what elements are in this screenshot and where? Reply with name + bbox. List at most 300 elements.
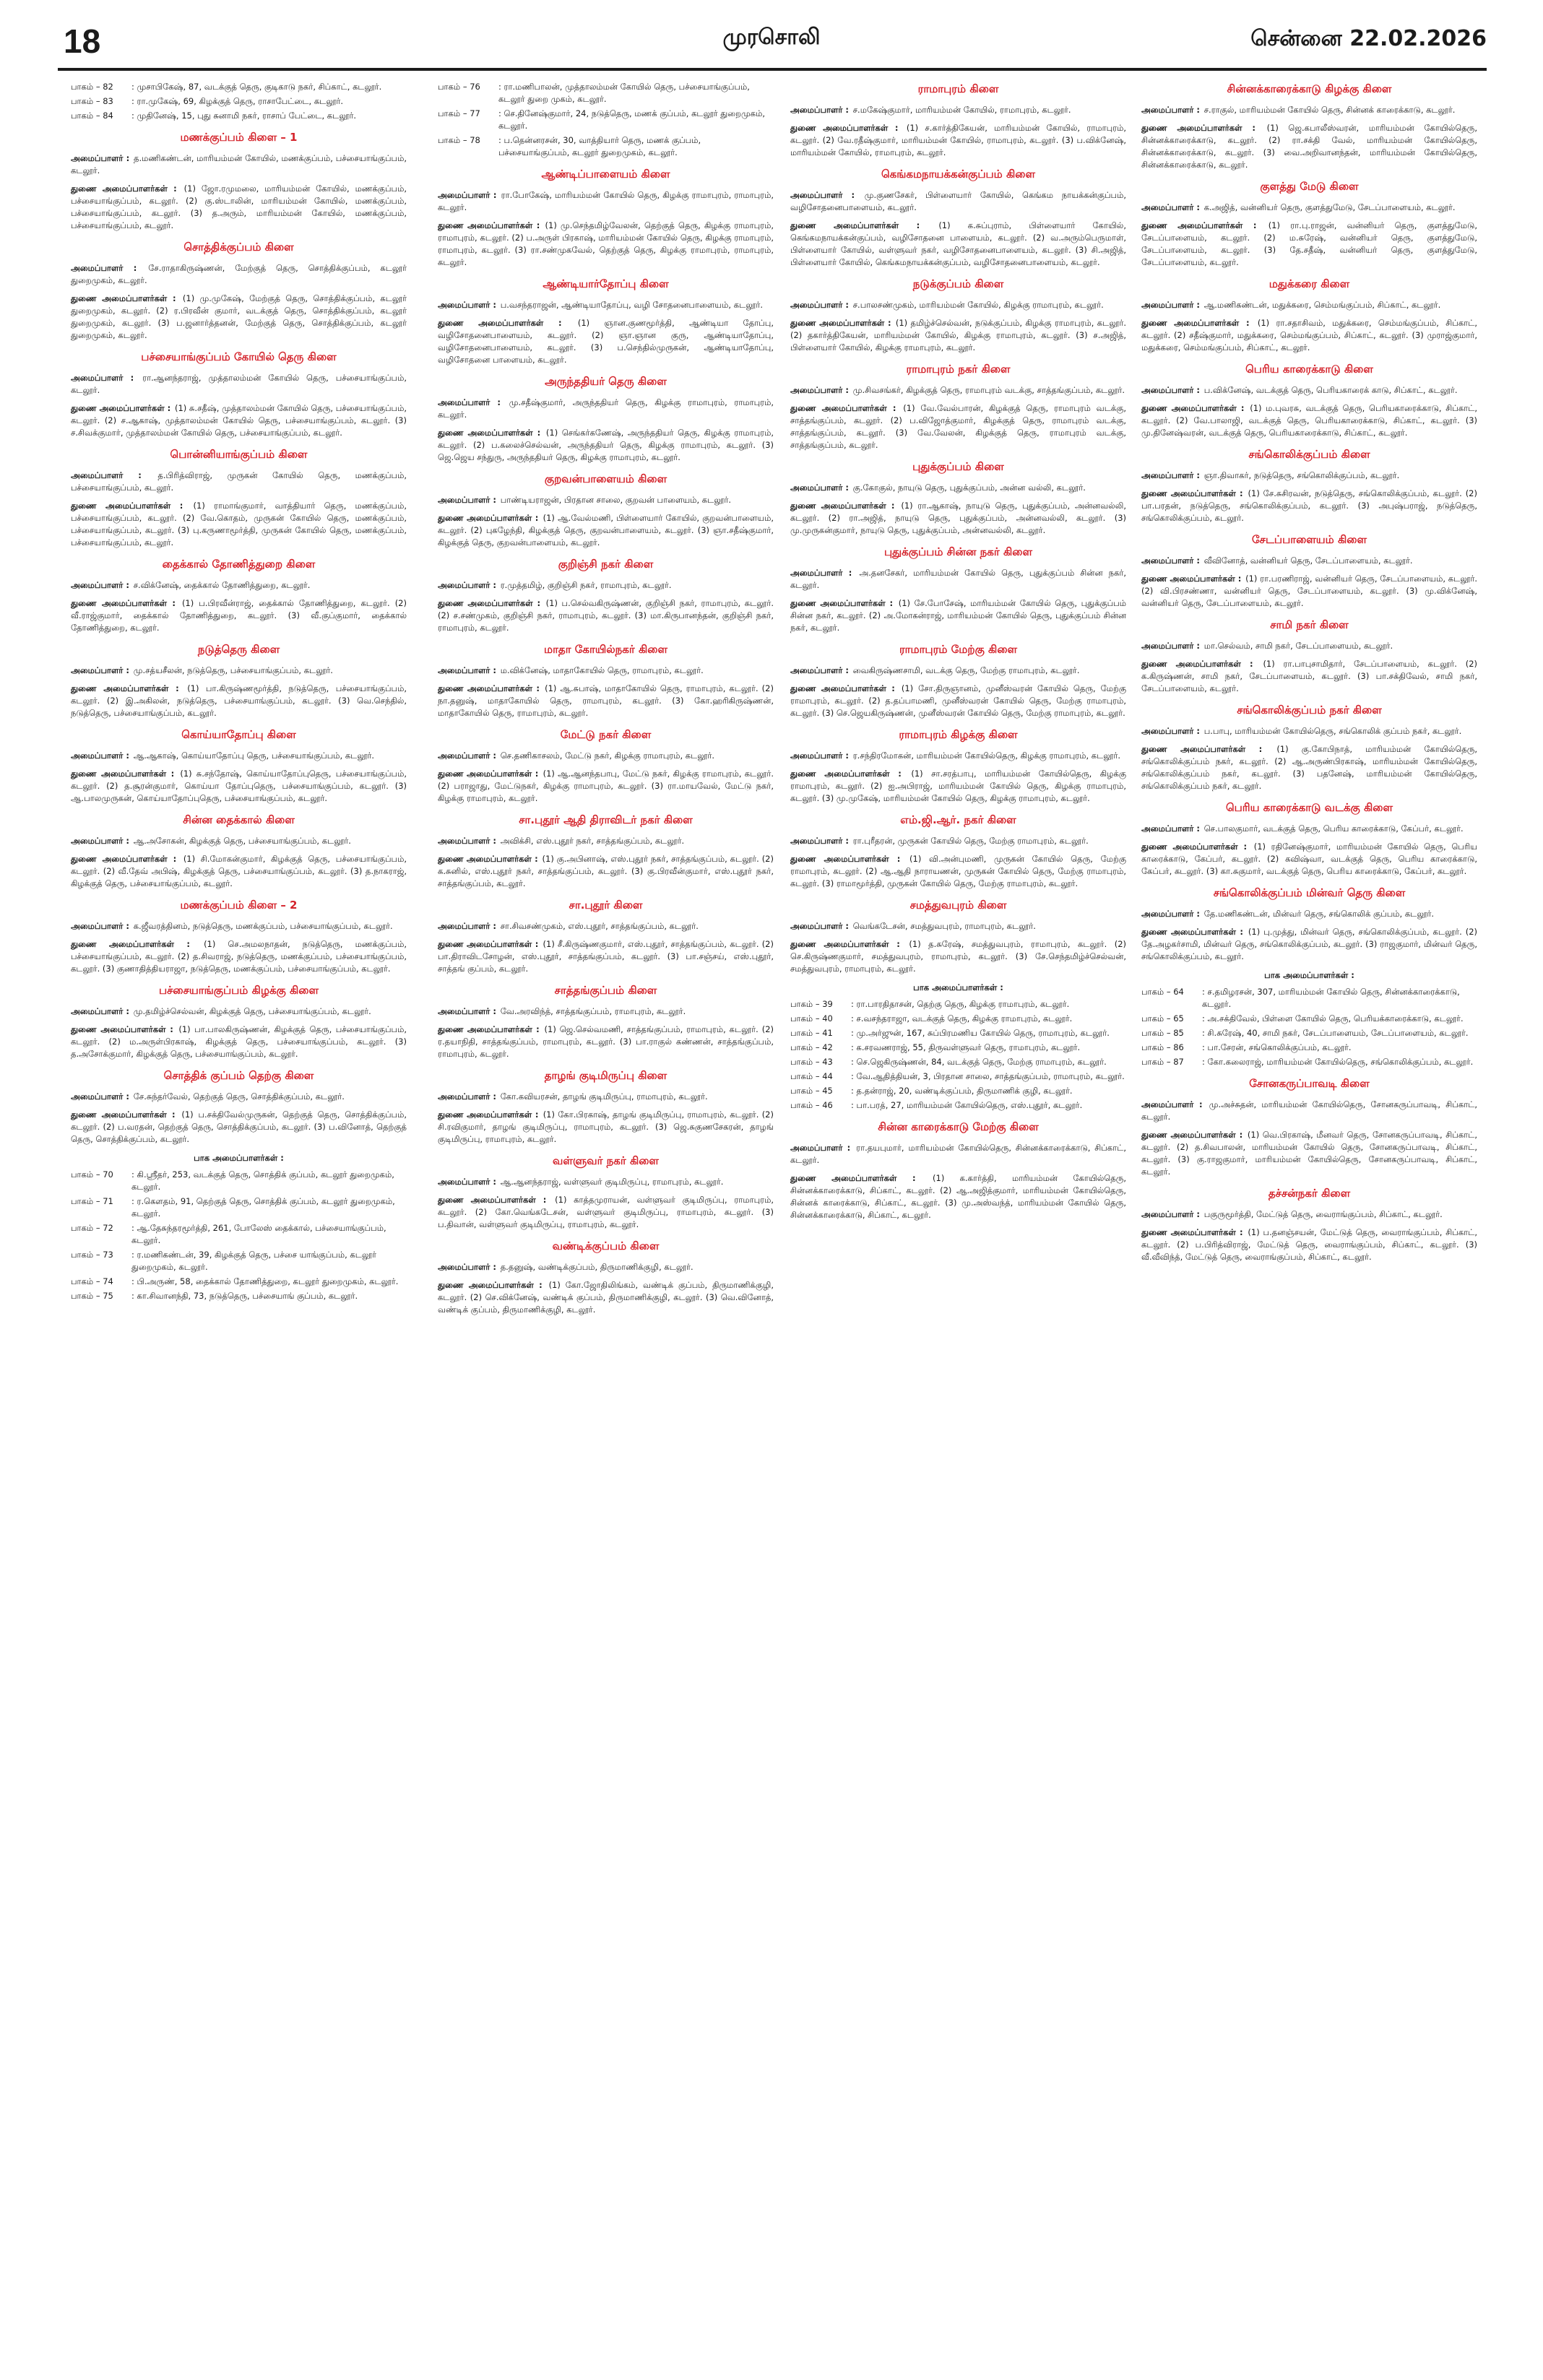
leader-entry [438,665,774,677]
page-number: 18 [64,22,101,60]
leader-label: அமைப்பாளர் : [71,836,130,846]
deputies-text: (1) காத்தமுராயன், வள்ளுவர் குடிமிருப்பு, ராமாபுரம், கடலூர். (2) கோ.வெங்கடேசன், வள்ளுவர் குடிமிருப்பு, ராமாபுரம், கடலூர். (3) ப.திவான், வள்ளுவர் குடிமிருப்பு, ராமாபுரம், கடலூர். [438,1195,774,1229]
leader-label: அமைப்பாளர் : [71,373,134,383]
leader-entry [71,665,407,677]
deputies-text: (1) சே.போசேஷ், மாரியம்மன் கோயில் தெரு, புதுக்குப்பம் சின்ன நகர், கடலூர். (2) அ.மோகன்ராஜ், மாரியம்மன் கோயில் தெரு, புதுக்குப்பம் சின்ன நகர், கடலூர். [790,598,1126,633]
leader-entry [1141,1099,1477,1123]
booth-detail: : ர.மணிகண்டன், 39, கிழக்குத் தெரு, பச்சை யாங்குப்பம், கடலூர் துறைமுகம், கடலூர். [131,1250,376,1272]
leader-label: அமைப்பாளர் : [790,921,850,931]
section-subheading: பாக அமைப்பாளர்கள் : [194,1153,284,1163]
leader-text: அவிக்சி, எஸ்.புதூர் நகர், சாத்தங்குப்பம், கடலூர். [500,836,685,846]
booth-number: பாகம் – 41 [790,1028,833,1038]
leader-entry [438,1261,774,1273]
leader-entry [71,835,407,847]
leader-text: க.ஜீவரத்தினம், நடுத்தெரு, மணக்குப்பம், பச்சையாங்குப்பம், கடலூர். [133,921,393,931]
booth-detail: : மு.அர்ஜுன், 167, சுப்பிரமணிய கோயில் தெரு, ராமாபுரம், கடலூர். [851,1028,1110,1038]
branch-title: பச்சையாங்குப்பம் கோயில் தெரு கிளை [141,350,337,363]
branch-title: மணக்குப்பம் கிளை – 2 [180,899,298,912]
branch-title: சொத்திக் குப்பம் தெற்கு கிளை [163,1069,314,1082]
deputies-entry [438,220,774,269]
column-2 [438,81,774,2363]
leader-entry [438,299,774,311]
deputies-entry [1141,926,1477,963]
booth-detail: : த.தன்ராஜ், 20, வண்டிக்குப்பம், திருமாணிக் குழி, கடலூர். [851,1086,1073,1096]
leader-label: அமைப்பாளர் : [790,568,852,578]
leader-text: ர.சந்திரமோகன், மாரியம்மன் கோயில்தெரு, கிழக்கு ராமாபுரம், கடலூர். [852,750,1121,761]
leader-label: அமைப்பாளர் : [438,1006,497,1016]
deputies-label: துணை அமைப்பாளர்கள் : [438,1109,539,1120]
deputies-label: துணை அமைப்பாளர்கள் : [790,939,900,949]
deputies-entry [1141,658,1477,695]
deputies-text: (1) சி.மோகன்குமார், கிழக்குத் தெரு, பச்சையாங்குப்பம், கடலூர். (2) வீ.தேவ் அபிஷ், கிழக்குத் தெரு, பச்சையாங்குப்பம், கடலூர். (3) த.நாகராஜ், கிழக்குத் தெரு, பச்சையாங்குப்பம், கடலூர். [71,854,407,888]
leader-label: அமைப்பாளர் : [1141,202,1201,212]
leader-entry [438,1005,774,1018]
branch-title: சங்கொலிக்குப்பம் நகர் கிளை [1237,704,1382,717]
deputies-entry [71,402,407,439]
deputies-entry [438,853,774,890]
leader-entry [1141,469,1477,482]
leader-entry [71,469,407,494]
deputies-label: துணை அமைப்பாளர்கள் : [438,683,540,693]
deputies-entry [790,122,1126,159]
booth-detail: : ச.வசந்தராஜா, வடக்குத் தெரு, கிழக்கு ராமாபுரம், கடலூர். [851,1013,1073,1024]
leader-entry [1141,908,1477,920]
deputies-text: (1) செ.அமலநாதன், நடுத்தெரு, மணக்குப்பம், பச்சையாங்குப்பம், கடலூர். (2) த.சிவராஜ், நடுத்தெரு, மணக்குப்பம், பச்சையாங்குப்பம், கடலூர். (3) குணாதித்தியராஜா, நடுத்தெரு, மணக்குப்பம், பச்சையாங்குப்பம், கடலூர். [71,939,407,974]
booth-item [790,1056,1126,1068]
branch-title: புதுக்குப்பம் சின்ன நகர் கிளை [884,545,1032,558]
deputies-label: துணை அமைப்பாளர்கள் : [1141,1227,1243,1237]
deputies-entry [71,938,407,975]
leader-entry [71,920,407,932]
deputies-text: (1) ரா.ஆகாஷ், நாயுடு தெரு, புதுக்குப்பம், அன்னவல்லி, கடலூர். (2) ரா.அஜித், நாயுடு தெரு, புதுக்குப்பம், அன்னவல்லி, கடலூர். (3) மு.முருகன்குமார், நாயுடு தெரு, புதுக்குப்பம், அன்னவல்லி, கடலூர். [790,501,1126,535]
booth-item [438,81,774,105]
leader-label: அமைப்பாளர் : [71,470,142,480]
deputies-label: துணை அமைப்பாளர்கள் : [438,1195,547,1205]
deputies-label: துணை அமைப்பாளர்கள் : [790,318,891,328]
booth-detail: : முசாபிகேஷ், 87, வடக்குத் தெரு, குடிகாடு நகர், சிப்காட், கடலூர். [131,82,382,92]
deputies-text: (1) தமிழ்ச்செல்வன், நடுக்குப்பம், கிழக்கு ராமாபுரம், கடலூர். (2) தகார்த்திகேயன், மாரியம்மன் கோயில், கிழக்கு ராமாபுரம், கடலூர். (3) ச.அஜித், பிள்ளையார் கோயில், கிழக்கு ராமாபுரம், கடலூர். [790,318,1126,352]
deputies-label: துணை அமைப்பாளர்கள் : [1141,403,1245,413]
deputies-entry [1141,488,1477,524]
booth-detail: : பி.அருண், 58, தைக்கால் தோணித்துறை, கடலூர் துறைமுகம், கடலூர். [131,1276,399,1286]
deputies-entry [790,597,1126,634]
booth-item [1141,1013,1477,1025]
leader-label: அமைப்பாளர் : [1141,555,1201,566]
leader-label: அமைப்பாளர் : [438,921,497,931]
leader-entry [438,494,774,506]
deputies-label: துணை அமைப்பாளர்கள் : [71,293,176,303]
branch-title: மாதா கோயில்நகர் கிளை [544,643,667,656]
booth-number: பாகம் – 64 [1141,987,1184,997]
leader-label: அமைப்பாளர் : [438,750,497,761]
branch-title: தைக்கால் தோணித்துறை கிளை [162,558,316,571]
deputies-text: (1) ரா.பாபுசாமிதார், சேடப்பாளையம், கடலூர். (2) க.கிருஷ்ணன், சாமி நகர், சேடப்பாளையம், கடலூர். (3) பா.சக்திவேல், சாமி நகர், சேடப்பாளையம், கடலூர். [1141,659,1477,693]
booth-number: பாகம் – 46 [790,1100,833,1110]
booth-detail: : பா.சேரன், சங்கொலிக்குப்பம், கடலூர். [1202,1042,1352,1052]
branch-title: சின்ன தைக்கால் கிளை [183,813,295,826]
booth-item [71,1276,407,1288]
leader-entry [790,104,1126,116]
deputies-entry [71,768,407,805]
deputies-entry [1141,743,1477,792]
booth-detail: : ர.கௌதம், 91, தெற்குத் தெரு, சொத்திக் குப்பம், கடலூர் துறைமுகம், கடலூர். [131,1196,395,1219]
leader-text: மு.குணசேகர், பிள்ளையார் கோயில், கெங்கம நாயக்கன்குப்பம், வழிசோதனைபாளையம், கடலூர். [790,190,1126,212]
deputies-label: துணை அமைப்பாளர்கள் : [71,403,171,413]
leader-text: ப.வசந்தராஜன், ஆண்டியாதோப்பு, வழி சோதனைபாளையம், கடலூர். [500,300,763,310]
deputies-text: (1) சோ.திருஞானம், முனீஸ்வரன் கோயில் தெரு, மேற்கு ராமாபுரம், கடலூர். (2) த.தப்பாமணி, முனீஸ்வரன் கோயில் தெரு, மேற்கு ராமாபுரம், கடலூர். (3) செ.ஜெயகிருஷ்ணன், முனீஸ்வரன் கோயில் தெரு, மேற்கு ராமாபுரம், கடலூர். [790,683,1126,718]
booth-number: பாகம் – 42 [790,1042,833,1052]
leader-label: அமைப்பாளர் : [71,263,137,273]
deputies-label: துணை அமைப்பாளர்கள் : [790,123,899,133]
deputies-label: துணை அமைப்பாளர்கள் : [71,683,179,693]
leader-text: ம.விக்னேஷ், மாதாகோயில் தெரு, ராமாபுரம், கடலூர். [500,665,704,675]
branch-title: கொய்யாதோப்பு கிளை [181,728,296,741]
leader-text: ர.முத்தமிழ், குறிஞ்சி நகர், ராமாபுரம், கடலூர். [500,580,672,590]
leader-entry [1141,725,1477,737]
leader-text: வைகிருஷ்ணசாமி, வடக்கு தெரு, மேற்கு ராமாபுரம், கடலூர். [852,665,1080,675]
branch-title: சின்னக்காரைக்காடு கிழக்கு கிளை [1227,82,1392,95]
deputies-label: துணை அமைப்பாளர்கள் : [71,183,177,194]
deputies-entry [1141,573,1477,610]
leader-entry [438,1091,774,1103]
leader-entry [71,372,407,397]
leader-entry [438,189,774,214]
booth-list [438,81,774,159]
leader-label: அமைப்பாளர் : [71,580,130,590]
leader-entry [71,579,407,592]
booth-item [71,1169,407,1193]
leader-label: அமைப்பாளர் : [438,580,497,590]
deputies-entry [71,293,407,342]
branch-title: ஆண்டிப்பாளையம் கிளை [541,168,670,181]
deputies-text: (1) ராமாங்குமார், வாத்தியார் தெரு, மணக்குப்பம், பச்சையாங்குப்பம், கடலூர். (2) வே.கொதம், முருகன் கோயில் தெரு, மணக்குப்பம், பச்சையாங்குப்பம், கடலூர். (3) பு.கருணாமூர்த்தி, முருகன் கோயில் தெரு, மணக்குப்பம், பச்சையாங்குப்பம், கடலூர். [71,501,407,548]
booth-detail: : ஆ.தேசுந்தரமூர்த்தி, 261, போலேஸ் தைக்கால், பச்சையாங்குப்பம், கடலூர். [131,1223,386,1245]
deputies-entry [1141,1226,1477,1263]
leader-text: ப.விக்னேஷ், வடக்குத் தெரு, பெரியகாரைக் காடு, சிப்காட், கடலூர். [1203,385,1458,395]
deputies-entry [790,938,1126,975]
deputies-entry [790,402,1126,451]
deputies-entry [790,317,1126,354]
deputies-text: (1) மு.முகேஷ், மேற்குத் தெரு, சொத்திக்குப்பம், கடலூர் துறைமுகம், கடலூர். (2) ர.பிரவீன் குமார், வடக்குத் தெரு, சொத்திக்குப்பம், கடலூர் துறைமுகம், கடலூர். (3) ப.ஜனார்த்தனன், மேற்குத் தெரு, சொத்திக்குப்பம், கடலூர் துறைமுகம், கடலூர். [71,293,407,340]
deputies-text: (1) வி.அன்புமணி, முருகன் கோயில் தெரு, மேற்கு ராமாபுரம், கடலூர். (2) ஆ.ஆதி நாராயணன், முருகன் கோயில் தெரு, மேற்கு ராமாபுரம், கடலூர். (3) ராமாமூர்த்தி, முருகன் கோயில் தெரு, மேற்கு ராமாபுரம், கடலூர். [790,854,1126,888]
leader-label: அமைப்பாளர் : [790,483,850,493]
booth-number: பாகம் – 39 [790,999,833,1009]
deputies-label: துணை அமைப்பாளர்கள் : [1141,318,1250,328]
deputies-label: துணை அமைப்பாளர்கள் : [438,318,562,328]
leader-label: அமைப்பாளர் : [1141,641,1201,651]
booth-number: பாகம் – 44 [790,1071,833,1081]
deputies-text: (1) வெ.பிரகாஷ், மீனவர் தெரு, சோனகருப்பாவடி, சிப்காட், கடலூர். (2) த.சிவபாலன், மாரியம்மன் கோயில் தெரு, சோனகருப்பாவடி, சிப்காட், கடலூர். (3) கு.ராஜகுமார், மாரியம்மன் கோயில்தெரு, சோனகருப்பாவடி, சிப்காட், கடலூர். [1141,1130,1477,1177]
leader-entry [438,750,774,762]
deputies-label: துணை அமைப்பாளர்கள் : [438,598,541,608]
deputies-label: துணை அமைப்பாளர்கள் : [438,939,539,949]
branch-title: சாத்தங்குப்பம் கிளை [554,984,657,997]
newspaper-name: முரசொலி [722,25,821,50]
leader-label: அமைப்பாளர் : [1141,1209,1201,1219]
leader-label: அமைப்பாளர் : [790,385,850,395]
leader-text: மா.செல்வம், சாமி நகர், சேடப்பாளையம், கடலூர். [1203,641,1393,651]
branch-title: குளத்து மேடு கிளை [1260,180,1359,193]
leader-entry [1141,384,1477,397]
booth-item [790,1070,1126,1083]
booth-item [438,134,774,159]
booth-detail: : கா.சிவானந்தி, 73, நடுத்தெரு, பச்சையாங் குப்பம், கடலூர். [131,1291,358,1301]
deputies-label: துணை அமைப்பாளர்கள் : [438,428,541,438]
deputies-entry [1141,122,1477,171]
leader-entry [71,152,407,177]
deputies-text: (1) பா.பாலகிருஷ்ணன், கிழக்குத் தெரு, பச்சையாங்குப்பம், கடலூர். (2) ம.அருள்பிரகாஷ், கிழக்குத் தெரு, பச்சையாங்குப்பம், கடலூர். (3) த.அசோக்குமார், கிழக்குத் தெரு, பச்சையாங்குப்பம், கடலூர். [71,1024,407,1059]
deputies-text: (1) சே.சுசிரவன், நடுத்தெரு, சங்கொலிக்குப்பம், கடலூர். (2) பா.பரதன், நடுத்தெரு, சங்கொலிக்குப்பம், கடலூர். (3) அபுஷ்பராஜ், நடுத்தெரு, சங்கொலிக்குப்பம், கடலூர். [1141,488,1477,523]
leader-text: ஞா.திவாகர், நடுத்தெரு, சங்கொலிக்குப்பம், கடலூர். [1203,470,1400,480]
booth-number: பாகம் – 70 [71,1169,113,1180]
leader-text: ச.விக்னேஷ், தைக்கால் தோணித்துறை, கடலூர். [133,580,311,590]
branch-title: பொன்னியாங்குப்பம் கிளை [170,448,308,461]
booth-number: பாகம் – 76 [438,82,480,92]
deputies-label: துணை அமைப்பாளர்கள் : [790,403,896,413]
branch-title: சங்கொலிக்குப்பம் மின்வர் தெரு கிளை [1213,886,1406,899]
deputies-text: (1) ரா.சதாசிவம், மதுக்கரை, செம்மங்குப்பம், சிப்காட், கடலூர். (2) சதீஷ்குமார், மதுக்கரை, செம்மங்குப்பம், சிப்காட், கடலூர். (3) முராஜ்குமார், மதுக்கரை, செம்மங்குப்பம், சிப்காட், கடலூர். [1141,318,1477,352]
deputies-text: (1) த.சுரேஷ், சமத்துவபுரம், ராமாபுரம், கடலூர். (2) செ.கிருஷ்ணகுமார், சமத்துவபுரம், ராமாபுரம், கடலூர். (3) சே.செந்தமிழ்ச்செல்வன், சமத்துவபுரம், ராமாபுரம், கடலூர். [790,939,1126,974]
leader-text: வெங்கடேசன், சமத்துவபுரம், ராமாபுரம், கடலூர். [852,921,1036,931]
branch-title: ராமாபுரம் கிழக்கு கிளை [899,728,1018,741]
booth-number: பாகம் – 73 [71,1250,113,1260]
deputies-text: (1) ரதினேஷ்குமார், மாரியம்மன் கோயில் தெரு, பெரிய காரைக்காடு, கேப்பர், கடலூர். (2) கவிஷ்வா, வடக்குத் தெரு, பெரிய காரைக்காடு, கேப்பர், கடலூர். (3) கா.சுகுமார், வடக்குத் தெரு, பெரிய காரைக்காடு, கேப்பர், கடலூர். [1141,841,1477,876]
leader-entry [790,567,1126,592]
leader-text: பாண்டியராஜன், பிரதான சாலை, குறவன் பாளையம், கடலூர். [500,495,732,505]
deputies-label: துணை அமைப்பாளர்கள் : [438,1280,543,1290]
deputies-text: (1) ரா.பு.ராஜன், வன்னியர் தெரு, குளத்துமேடு, சேடப்பாளையம், கடலூர். (2) ம.சுரேஷ், வன்னியர் தெரு, குளத்துமேடு, சேடப்பாளையம், கடலூர். (3) தே.சதீஷ், வன்னியர் தெரு, குளத்துமேடு, சேடப்பாளையம், கடலூர். [1141,220,1477,267]
booth-item [790,1013,1126,1025]
leader-label: அமைப்பாளர் : [1141,470,1201,480]
booth-number: பாகம் – 71 [71,1196,113,1206]
leader-text: சே.சுந்தர்வேல், தெற்குத் தெரு, சொத்திக்குப்பம், கடலூர். [133,1091,345,1102]
booth-item [1141,1042,1477,1054]
deputies-label: துணை அமைப்பாளர்கள் : [1141,123,1256,133]
booth-detail: : ப.தென்னரசன், 30, வாத்தியார் தெரு, மணக் குப்பம், பச்சையாங்குப்பம், கடலூர் துறைமுகம், கடலூர். [498,135,701,157]
booth-item [71,110,407,122]
branch-title: தாழங் குடிமிருப்பு கிளை [544,1069,667,1082]
branch-title: சங்கொலிக்குப்பம் கிளை [1248,448,1370,461]
deputies-entry [71,597,407,634]
deputies-label: துணை அமைப்பாளர்கள் : [1141,659,1253,669]
booth-number: பாகம் – 86 [1141,1042,1184,1052]
booth-list [1141,986,1477,1068]
booth-detail: : செ.தினேஷ்குமார், 24, நடுத்தெரு, மணக் குப்பம், கடலூர் துறைமுகம், கடலூர். [498,108,766,131]
deputies-text: (1) ப.தனஞ்சயன், மேட்டுத் தெரு, வைராங்குப்பம், சிப்காட், கடலூர். (2) ப.பிரித்விராஜ், மேட்டுத் தெரு, வைராங்குப்பம், சிப்காட், கடலூர். (3) வீ.வீவிந்த், மேட்டுத் தெரு, வைராங்குப்பம், சிப்காட், கடலூர். [1141,1227,1477,1262]
booth-detail: : செ.ஜெகிருஷ்ணன், 84, வடக்குத் தெரு, மேற்கு ராமாபுரம், கடலூர். [851,1057,1107,1067]
leader-text: வே.அரவிந்த், சாத்தங்குப்பம், ராமாபுரம், கடலூர். [500,1006,686,1016]
leader-label: அமைப்பாளர் : [71,750,130,761]
column-1 [71,81,407,2363]
leader-entry [1141,104,1477,116]
branch-title: குறவன்பாளையம் கிளை [544,472,667,485]
booth-item [438,108,774,132]
branch-title: வள்ளுவர் நகர் கிளை [553,1154,659,1167]
dateline: சென்னை 22.02.2026 [1250,26,1487,51]
leader-entry [71,750,407,762]
leader-entry [1141,555,1477,567]
deputies-text: (1) கோ.ஜோதிலிங்கம், வண்டிக் குப்பம், திருமாணிக்குழி, கடலூர். (2) செ.விக்னேஷ், வண்டிக் குப்பம், திருமாணிக்குழி, கடலூர். (3) வெ.வினோத், வண்டிக் குப்பம், திருமாணிக்குழி, கடலூர். [438,1280,774,1315]
booth-item [71,95,407,108]
leader-label: அமைப்பாளர் : [1141,823,1201,834]
booth-detail: : சி.சுரேஷ், 40, சாமி நகர், சேடப்பாளையம், சேடப்பாளையம், கடலூர். [1202,1028,1469,1038]
deputies-text: (1) கு.கோபிநாத், மாரியம்மன் கோயில்தெரு, சங்கொலிக்குப்பம் நகர், கடலூர். (2) ஆ.அருண்பிரகாஷ், மாரியம்மன் கோயில்தெரு, சங்கொலிக்குப்பம் நகர், கடலூர். (3) பதனேஷ், மாரியம்மன் கோயில்தெரு, சங்கொலிக்குப்பம் நகர், கடலூர். [1141,744,1477,791]
leader-entry [71,1091,407,1103]
leader-entry [790,835,1126,847]
leader-entry [71,262,407,287]
leader-text: த.தனுஷ், வண்டிக்குப்பம், திருமாணிக்குழி, கடலூர். [500,1262,693,1272]
leader-text: ப.பாபு, மாரியம்மன் கோயில்தெரு, சங்கொலிக் குப்பம் நகர், கடலூர். [1203,726,1462,736]
leader-label: அமைப்பாளர் : [71,1006,130,1016]
branch-title: பெரிய காரைக்காடு கிளை [1245,363,1373,376]
booth-number: பாகம் – 43 [790,1057,833,1067]
leader-text: பகுருமூர்த்தி, மேட்டுத் தெரு, வைராங்குப்பம், சிப்காட், கடலூர். [1203,1209,1443,1219]
deputies-text: (1) வே.வேல்பாரன், கிழக்குத் தெரு, ராமாபுரம் வடக்கு, சாத்தங்குப்பம், கடலூர். (2) ப.விஜோத்குமார், கிழக்குத் தெரு, ராமாபுரம் வடக்கு, சாத்தங்குப்பம், கடலூர். (3) வே.வேலன், கிழக்குத் தெரு, ராமாபுரம் வடக்கு, சாத்தங்குப்பம், கடலூர். [790,403,1126,450]
leader-entry [1141,640,1477,652]
branch-title: ராமாபுரம் கிளை [917,82,999,95]
deputies-entry [1141,1129,1477,1178]
leader-text: க.அஜித், வன்னியர் தெரு, குளத்துமேடு, சேடப்பாளையம், கடலூர். [1203,202,1456,212]
branch-title: நடுக்குப்பம் கிளை [912,277,1004,290]
branch-title: ராமாபுரம் மேற்கு கிளை [899,643,1018,656]
deputies-entry [1141,402,1477,439]
booth-number: பாகம் – 45 [790,1086,833,1096]
deputies-entry [790,768,1126,805]
deputies-text: (1) ஜோ.ரமுமலை, மாரியம்மன் கோயில், மணக்குப்பம், பச்சையாங்குப்பம், கடலூர். (2) கு.ஸ்டாலின், மாரியம்மன் கோயில், மணக்குப்பம், பச்சையாங்குப்பம், கடலூர். (3) த.அரும், மாரியம்மன் கோயில், மணக்குப்பம், பச்சையாங்குப்பம், கடலூர். [71,183,407,230]
deputies-text: (1) சு.சந்தோஷ், கொய்யாதோப்புதெரு, பச்சையாங்குப்பம், கடலூர். (2) த.சூரன்குமார், கொய்யா தோப்புதெரு, பச்சையாங்குப்பம், கடலூர். (3) ஆ.பாலமுருகன், கொய்யாதோப்புதெரு, பச்சையாங்குப்பம், கடலூர். [71,769,407,803]
column-4 [1141,81,1477,2363]
leader-entry [71,1005,407,1018]
deputies-entry [438,1194,774,1231]
leader-entry [438,579,774,592]
leader-label: அமைப்பாளர் : [790,105,850,115]
booth-detail: : வே.ஆதித்தியன், 3, பிரதான சாலை, சாத்தங்குப்பம், ராமாபுரம், கடலூர். [851,1071,1125,1081]
leader-text: சே.ராதாகிருஷ்ணன், மேற்குத் தெரு, சொத்திக்குப்பம், கடலூர் துறைமுகம், கடலூர். [71,263,407,285]
leader-entry [790,482,1126,494]
branch-title: சா.புதூர் கிளை [569,899,643,912]
leader-entry [790,299,1126,311]
branch-title: சொத்திக்குப்பம் கிளை [183,241,294,254]
leader-label: அமைப்பாளர் : [438,1262,497,1272]
leader-entry [438,397,774,421]
section-subheading: பாக அமைப்பாளர்கள் : [1264,970,1354,980]
branch-title: சின்ன காரைக்காடு மேற்கு கிளை [878,1120,1039,1133]
deputies-label: துணை அமைப்பாளர்கள் : [71,1024,173,1034]
branch-title: சாமி நகர் கிளை [1270,618,1349,631]
leader-text: த.பிரித்விராஜ், முருகன் கோயில் தெரு, மணக்குப்பம், பச்சையாங்குப்பம், கடலூர். [71,470,407,493]
deputies-text: (1) ச.கார்த்திகேயன், மாரியம்மன் கோயில், ராமாபுரம், கடலூர். (2) வே.ரதீஷ்குமார், மாரியம்மன் கோயில், ராமாபுரம், கடலூர். (3) ப.விக்னேஷ், மாரியம்மன் கோயில், ராமாபுரம், கடலூர். [790,123,1126,157]
booth-item [71,1249,407,1273]
deputies-label: துணை அமைப்பாளர்கள் : [438,854,538,864]
booth-number: பாகம் – 74 [71,1276,113,1286]
booth-detail: : ரா.மணிபாலன், முத்தாலம்மன் கோயில் தெரு, பச்சையாங்குப்பம், கடலூர் துறை முகம், கடலூர். [498,82,750,104]
deputies-text: (1) ப.சக்திவேல்முருகன், தெற்குத் தெரு, சொத்திக்குப்பம், கடலூர். (2) ப.வரதன், தெற்குத் தெரு, சொத்திக்குப்பம், கடலூர். (3) ப.வினோத், தெற்குத் தெரு, சொத்திக்குப்பம், கடலூர். [71,1109,407,1144]
deputies-entry [790,1172,1126,1221]
deputies-entry [438,938,774,975]
booth-list [790,998,1126,1112]
leader-entry [790,1142,1126,1167]
leader-text: ஆ.மணிகண்டன், மதுக்கரை, செம்மங்குப்பம், சிப்காட், கடலூர். [1203,300,1441,310]
deputies-label: துணை அமைப்பாளர்கள் : [790,598,894,608]
deputies-entry [790,853,1126,890]
leader-label: அமைப்பாளர் : [438,397,501,407]
deputies-text: (1) சா.சரத்பாபு, மாரியம்மன் கோயில்தெரு, கிழக்கு ராமாபுரம், கடலூர். (2) ஐ.அபிராஜ், மாரியம்மன் கோயில் தெரு, கிழக்கு ராமாபுரம், கடலூர். (3) மு.முகேஷ், மாரியம்மன் கோயில் தெரு, கிழக்கு ராமாபுரம், கடலூர். [790,769,1126,803]
deputies-label: துணை அமைப்பாளர்கள் : [1141,220,1257,230]
leader-label: அமைப்பாளர் : [438,1091,497,1102]
deputies-entry [438,1109,774,1146]
leader-entry [790,189,1126,214]
branch-title: பெரிய காரைக்காடு வடக்கு கிளை [1225,801,1393,814]
deputies-entry [71,500,407,549]
page-header [0,0,1543,83]
deputies-text: (1) கோ.பிரகாஷ், தாழங் குடிமிருப்பு, ராமாபுரம், கடலூர். (2) சி.ரவிகுமார், தாழங் குடிமிருப்பு, ராமாபுரம், கடலூர். (3) ஜெ.சுகுணசேகரன், தாழங் குடிமிருப்பு, ராமாபுரம், கடலூர். [438,1109,774,1144]
booth-number: பாகம் – 78 [438,135,480,145]
leader-entry [790,665,1126,677]
booth-item [1141,986,1477,1011]
branch-title: சா.புதூர் ஆதி திராவிடர் நகர் கிளை [519,813,693,826]
deputies-text: (1) ப.செல்வகிருஷ்ணன், குறிஞ்சி நகர், ராமாபுரம், கடலூர். (2) ச.சண்முகம், குறிஞ்சி நகர், ராமாபுரம், கடலூர். (3) மா.கிருபானந்தன், குறிஞ்சி நகர், ராமாபுரம், கடலூர். [438,598,774,633]
booth-item [1141,1056,1477,1068]
leader-label: அமைப்பாளர் : [71,153,130,163]
booth-number: பாகம் – 65 [1141,1013,1184,1024]
section-subheading: பாக அமைப்பாளர்கள் : [913,982,1003,992]
deputies-label: துணை அமைப்பாளர்கள் : [790,1173,916,1183]
deputies-text: (1) ஜெ.கபாலீஸ்வரன், மாரியம்மன் கோயில்தெரு, சின்னக்காரைக்காடு, கடலூர். (2) ரா.சக்தி வேல், மாரியம்மன் கோயில்தெரு, சின்னக்காரைக்காடு, கடலூர். (3) வை.அறிவானந்தன், மாரியம்மன் கோயில்தெரு, சின்னக்காரைக்காடு, கடலூர். [1141,123,1477,170]
leader-label: அமைப்பாளர் : [1141,1099,1203,1109]
branch-title: மதுக்கரை கிளை [1268,277,1350,290]
branch-title: எம்.ஜி.ஆர். நகர் கிளை [900,813,1016,826]
booth-item [790,1027,1126,1039]
leader-text: அ.தனசேகர், மாரியம்மன் கோயில் தெரு, புதுக்குப்பம் சின்ன நகர், கடலூர். [790,568,1126,590]
branch-title: மேட்டு நகர் கிளை [560,728,652,741]
deputies-entry [438,1024,774,1060]
branch-title: வண்டிக்குப்பம் கிளை [552,1239,660,1252]
leader-label: அமைப்பாளர் : [438,665,497,675]
leader-label: அமைப்பாளர் : [438,300,497,310]
deputies-entry [438,683,774,719]
deputies-label: துணை அமைப்பாளர்கள் : [1141,1130,1243,1140]
booth-number: பாகம் – 84 [71,111,113,121]
deputies-text: (1) ரா.பரணிராஜ், வன்னியர் தெரு, சேடப்பாளையம், கடலூர். (2) வி.பிரசண்ணா, வன்னியர் தெரு, சேடப்பாளையம், கடலூர். (3) மு.விக்னேஷ், வன்னியர் தெரு, சேடப்பாளையம், கடலூர். [1141,574,1477,608]
leader-text: மு.அச்சுதன், மாரியம்மன் கோயில்தெரு, சோனகருப்பாவடி, சிப்காட், கடலூர். [1141,1099,1477,1122]
deputies-text: (1) க.சுப்புராம், பிள்ளையார் கோயில், கெங்கமநாயக்கன்குப்பம், வழிசோதனை பாளையம், கடலூர். (2) வ.அரும்பெருமாள், பிள்ளையார் கோயில், வள்ளுவர் நகர், வழிசோதனைபாளையம், கடலூர். (3) சி.அஜித், பிள்ளையார் கோயில், கெங்கமநாயக்கன்குப்பம், வழிசோதனைபாளையம், கடலூர். [790,220,1126,267]
deputies-entry [438,768,774,805]
branch-title: பச்சையாங்குப்பம் கிழக்கு கிளை [158,984,319,997]
branch-title: கெங்கமநாயக்கன்குப்பம் கிளை [881,168,1035,181]
deputies-label: துணை அமைப்பாளர்கள் : [71,854,177,864]
deputies-entry [790,220,1126,269]
deputies-label: துணை அமைப்பாளர்கள் : [438,513,539,523]
booth-number: பாகம் – 85 [1141,1028,1184,1038]
booth-detail: : அ.சக்திவேல், பிள்ளை கோயில் தெரு, பெரியக்காரைக்காடு, கடலூர். [1202,1013,1464,1024]
leader-label: அமைப்பாளர் : [1141,105,1201,115]
leader-text: தே.மணிகண்டன், மின்வர் தெரு, சங்கொலிக் குப்பம், கடலூர். [1203,909,1435,919]
leader-text: ஆ.ஆனந்தராஜ், வள்ளுவர் குடிமிருப்பு, ராமாபுரம், கடலூர். [500,1177,724,1187]
booth-detail: : க.சரவணராஜ், 55, திருவள்ளுவர் தெரு, ராமாபுரம், கடலூர். [851,1042,1081,1052]
deputies-text: (1) கு.அபினாஷ், எஸ்.புதூர் நகர், சாத்தங்குப்பம், கடலூர். (2) க.சுனில், எஸ்.புதூர் நகர், சாத்தங்குப்பம், கடலூர். (3) கு.பிரவீன்குமார், எஸ்.புதூர் நகர், சாத்தங்குப்பம், கடலூர். [438,854,774,888]
deputies-entry [438,427,774,464]
deputies-text: (1) சு.சதீஷ், முத்தாலம்மன் கோயில் தெரு, பச்சையாங்குப்பம், கடலூர். (2) ச.ஆகாஷ், முத்தாலம்மன் கோயில் தெரு, பச்சையாங்குப்பம், கடலூர். (3) ச.சிவக்குமார், முத்தாலம்மன் கோயில் தெரு, பச்சையாங்குப்பம், கடலூர். [71,403,407,438]
leader-text: ஆ.ஆகாஷ், கொய்யாதோப்பு தெரு, பச்சையாங்குப்பம், கடலூர். [133,750,375,761]
deputies-text: (1) ஆ.வேல்மணி, பிள்ளையார் கோயில், குறவன்பாளையம், கடலூர். (2) புகழேந்தி, கிழக்குத் தெரு, குறவன்பாளையம், கடலூர். (3) ஞா.சதீஷ்குமார், கிழக்குத் தெரு, குறவன்பாளையம், கடலூர். [438,513,774,548]
booth-item [790,998,1126,1011]
leader-label: அமைப்பாளர் : [790,836,850,846]
header-rule [58,68,1487,71]
leader-text: ரா.தயபுமார், மாரியம்மன் கோயில்தெரு, சின்னக்காரைக்காடு, சிப்காட், கடலூர். [790,1143,1126,1165]
deputies-entry [438,1279,774,1316]
leader-text: ரா.புரீதரன், முருகன் கோயில் தெரு, மேற்கு ராமாபுரம், கடலூர். [852,836,1089,846]
leader-entry [1141,1208,1477,1221]
